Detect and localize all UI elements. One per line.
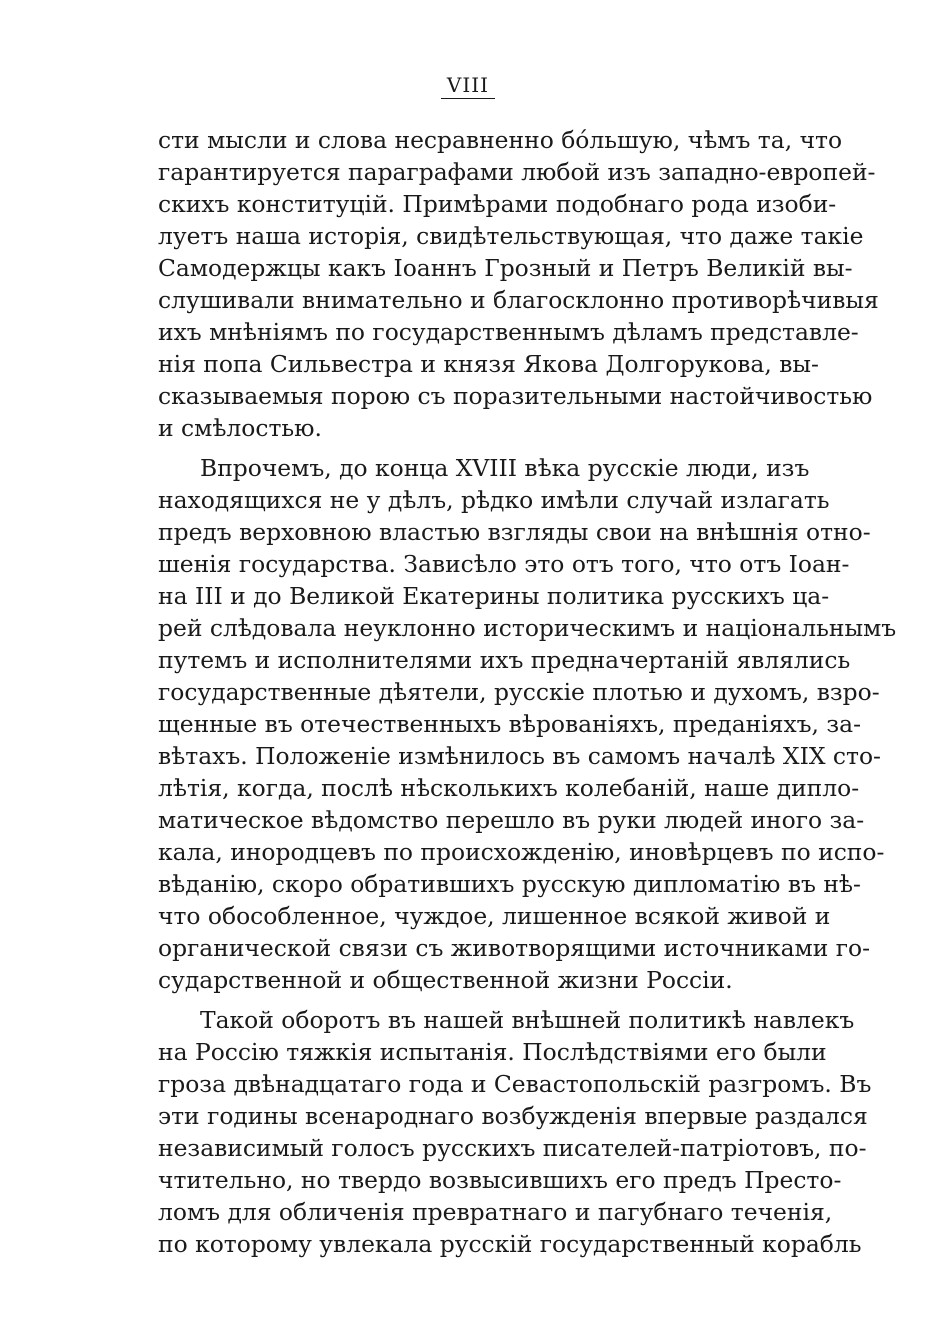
paragraph <box>158 1004 872 1260</box>
page-number: VIII <box>441 74 495 99</box>
page-header <box>0 74 936 99</box>
text-line: кала, инородцевъ по происхожденію, иновѣрцевъ по испо- <box>158 838 885 866</box>
text-line: Впрочемъ, до конца XVIII вѣка русскіе люди, изъ <box>200 454 810 482</box>
paragraph <box>158 452 897 996</box>
text-line: щенные въ отечественныхъ вѣрованіяхъ, преданіяхъ, за- <box>158 710 862 738</box>
text-line: и смѣлостью. <box>158 414 322 442</box>
text-line: чтительно, но твердо возвысившихъ его предъ Престо- <box>158 1166 842 1194</box>
text-line: ихъ мнѣніямъ по государственнымъ дѣламъ представле- <box>158 318 859 346</box>
text-line: сударственной и общественной жизни Россіи. <box>158 966 733 994</box>
text-line: эти годины всенароднаго возбужденія впервые раздался <box>158 1102 868 1130</box>
text-line: на III и до Великой Екатерины политика русскихъ ца- <box>158 582 830 610</box>
text-line: нія попа Сильвестра и князя Якова Долгорукова, вы- <box>158 350 819 378</box>
text-line: предъ верховною властью взгляды свои на внѣшнія отно- <box>158 518 871 546</box>
text-line: слушивали внимательно и благосклонно противорѣчивыя <box>158 286 879 314</box>
paragraph-gap <box>158 444 770 452</box>
text-line: шенія государства. Зависѣло это отъ того, что отъ Іоан- <box>158 550 850 578</box>
paragraph <box>158 124 879 444</box>
text-line: по которому увлекала русскій государственный корабль <box>158 1230 862 1258</box>
text-line: лѣтія, когда, послѣ нѣсколькихъ колебаній, наше дипло- <box>158 774 860 802</box>
text-line: луетъ наша исторія, свидѣтельствующая, что даже такіе <box>158 222 864 250</box>
text-line: гроза двѣнадцатаго года и Севастопольскій разгромъ. Въ <box>158 1070 872 1098</box>
text-line: ломъ для обличенія превратнаго и пагубнаго теченія, <box>158 1198 833 1226</box>
text-line: органической связи съ животворящими источниками го- <box>158 934 871 962</box>
text-line: матическое вѣдомство перешло въ руки людей иного за- <box>158 806 865 834</box>
text-line: Такой оборотъ въ нашей внѣшней политикѣ навлекъ <box>200 1006 855 1034</box>
text-line: путемъ и исполнителями ихъ предначертаній являлись <box>158 646 851 674</box>
text-line: вѣтахъ. Положеніе измѣнилось въ самомъ началѣ XIX сто- <box>158 742 881 770</box>
text-line: вѣданію, скоро обратившихъ русскую дипломатію въ нѣ- <box>158 870 861 898</box>
text-line: скихъ конституцій. Примѣрами подобнаго рода изоби- <box>158 190 837 218</box>
text-line: государственные дѣятели, русскіе плотью и духомъ, взро- <box>158 678 880 706</box>
body-text <box>158 124 897 1260</box>
text-line: гарантируется параграфами любой изъ западно-европей- <box>158 158 876 186</box>
paragraph-gap <box>158 996 770 1004</box>
text-line: находящихся не у дѣлъ, рѣдко имѣли случай излагать <box>158 486 830 514</box>
text-line: рей слѣдовала неуклонно историческимъ и національнымъ <box>158 614 897 642</box>
text-line: Самодержцы какъ Іоаннъ Грозный и Петръ Великій вы- <box>158 254 853 282</box>
text-line: сказываемыя порою съ поразительными настойчивостью <box>158 382 873 410</box>
text-line: на Россію тяжкія испытанія. Послѣдствіями его были <box>158 1038 827 1066</box>
text-line: что обособленное, чуждое, лишенное всякой живой и <box>158 902 831 930</box>
text-line: сти мысли и слова несравненно бо́льшую, чѣмъ та, что <box>158 126 843 154</box>
text-line: независимый голосъ русскихъ писателей-патріотовъ, по- <box>158 1134 867 1162</box>
